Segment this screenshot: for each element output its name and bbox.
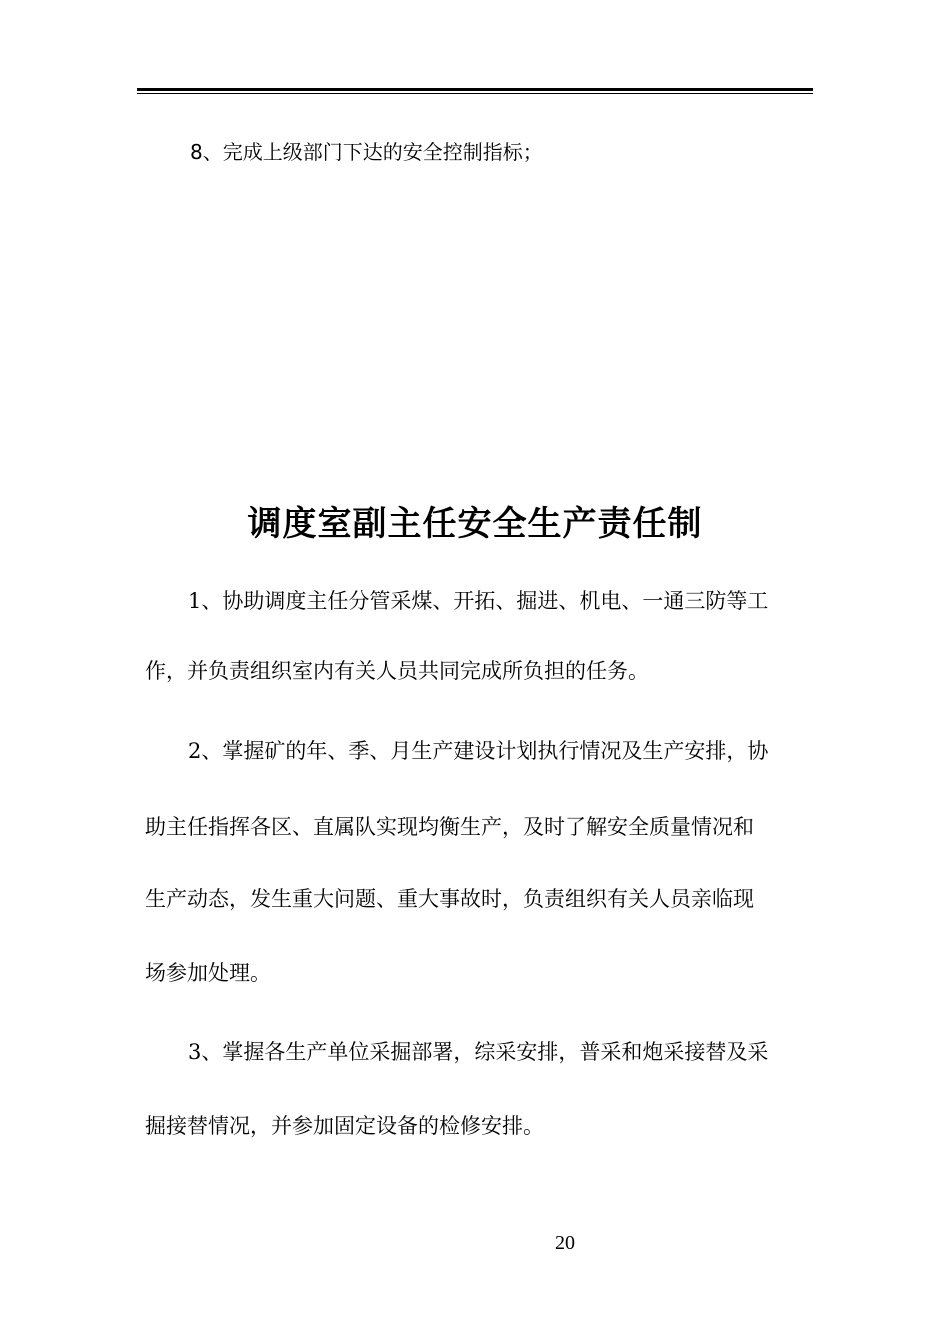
paragraph-2-line-3: 生产动态，发生重大问题、重大事故时，负责组织有关人员亲临现: [145, 887, 754, 911]
header-rule-thick: [137, 88, 813, 91]
paragraph-2-line-1: 2、掌握矿的年、季、月生产建设计划执行情况及生产安排，协: [188, 739, 769, 763]
previous-section-item-8: 8、完成上级部门下达的安全控制指标；: [190, 140, 543, 164]
paragraph-3-line-2: 掘接替情况，并参加固定设备的检修安排。: [145, 1114, 544, 1138]
page-number: 20: [555, 1232, 575, 1254]
header-rule-thin: [137, 93, 813, 94]
paragraph-2-line-2: 助主任指挥各区、直属队实现均衡生产，及时了解安全质量情况和: [145, 815, 754, 839]
paragraph-1-line-1: 1、协助调度主任分管采煤、开拓、掘进、机电、一通三防等工: [188, 589, 769, 613]
paragraph-1-line-2: 作，并负责组织室内有关人员共同完成所负担的任务。: [145, 659, 649, 683]
paragraph-3-line-1: 3、掌握各生产单位采掘部署，综采安排，普采和炮采接替及采: [188, 1040, 769, 1064]
paragraph-2-line-4: 场参加处理。: [145, 961, 271, 985]
section-title: 调度室副主任安全生产责任制: [247, 504, 703, 544]
